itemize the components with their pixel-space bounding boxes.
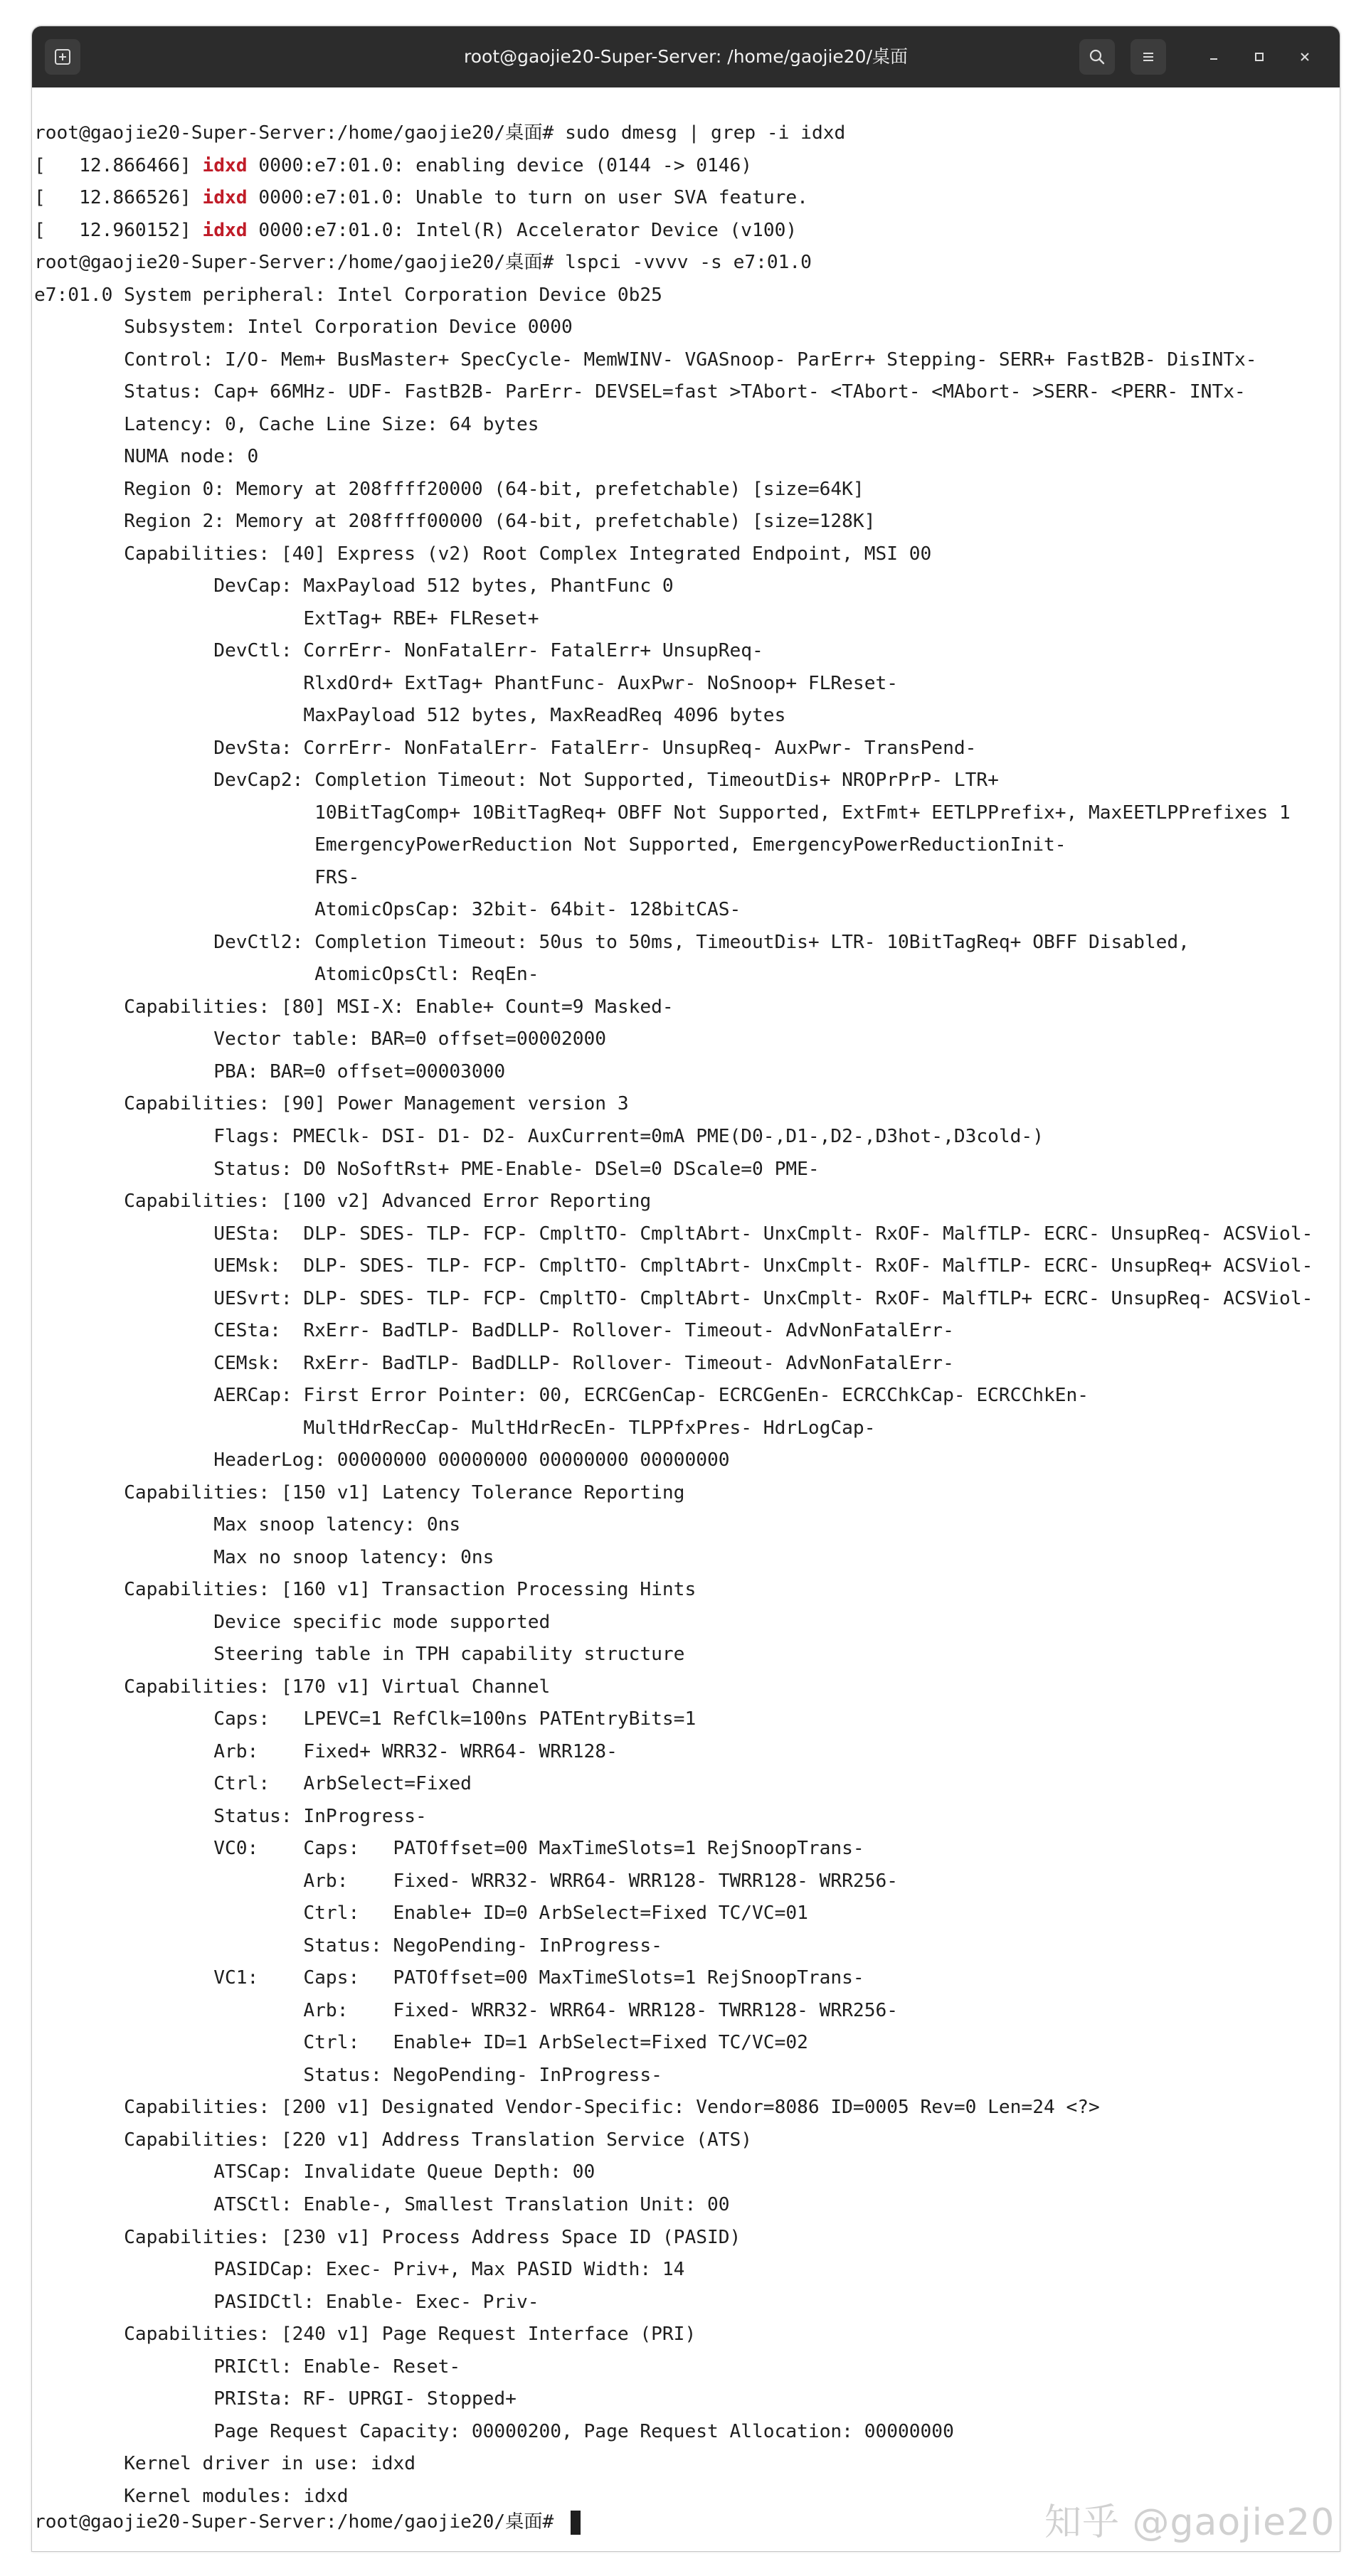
output-line: DevCap2: Completion Timeout: Not Supported, TimeoutDis+ NROPrPrP- LTR+ bbox=[34, 770, 999, 792]
output-line bbox=[34, 215, 1313, 248]
output-line: ATSCap: Invalidate Queue Depth: 00 bbox=[34, 2161, 595, 2183]
output-line: Status: Cap+ 66MHz- UDF- FastB2B- ParErr- DEVSEL=fast >TAbort- <TAbort- <MAbort- >SERR- <PERR- INTx- bbox=[34, 381, 1246, 403]
output-line: Capabilities: [40] Express (v2) Root Complex Integrated Endpoint, MSI 00 bbox=[34, 543, 932, 565]
output-line: HeaderLog: 00000000 00000000 00000000 00000000 bbox=[34, 1449, 730, 1471]
output-line: NUMA node: 0 bbox=[34, 446, 259, 468]
output-line: Max no snoop latency: 0ns bbox=[34, 1546, 494, 1568]
line-suffix: 0000:e7:01.0: enabling device (0144 -> 0146) bbox=[247, 154, 753, 176]
output-line: Page Request Capacity: 00000200, Page Request Allocation: 00000000 bbox=[34, 2420, 954, 2442]
output-line: CEMsk: RxErr- BadTLP- BadDLLP- Rollover- Timeout- AdvNonFatalErr- bbox=[34, 1352, 954, 1374]
output-line: Status: NegoPending- InProgress- bbox=[34, 1934, 662, 1957]
output-line: Capabilities: [240 v1] Page Request Interface (PRI) bbox=[34, 2324, 697, 2346]
output-line: Capabilities: [100 v2] Advanced Error Reporting bbox=[34, 1191, 652, 1213]
output-line: Capabilities: [160 v1] Transaction Processing Hints bbox=[34, 1579, 697, 1601]
output-line: ATSCtl: Enable-, Smallest Translation Unit: 00 bbox=[34, 2194, 730, 2215]
output-line bbox=[34, 182, 1313, 215]
output-line: Arb: Fixed- WRR32- WRR64- WRR128- TWRR128- WRR256- bbox=[34, 1999, 898, 2021]
output-line: FRS- bbox=[34, 866, 360, 888]
output-line: PASIDCap: Exec- Priv+, Max PASID Width: 14 bbox=[34, 2259, 685, 2281]
output-line: UEMsk: DLP- SDES- TLP- FCP- CmpltTO- CmpltAbrt- UnxCmplt- RxOF- MalfTLP- ECRC- UnsupReq+ ACSViol- bbox=[34, 1255, 1313, 1277]
output-line: Status: NegoPending- InProgress- bbox=[34, 2064, 662, 2086]
terminal-output[interactable] bbox=[32, 87, 1340, 2551]
output-line: Subsystem: Intel Corporation Device 0000 bbox=[34, 316, 573, 339]
output-line: Device specific mode supported bbox=[34, 1611, 551, 1633]
hamburger-menu-icon bbox=[1139, 48, 1158, 66]
output-line: VC0: Caps: PATOffset=00 MaxTimeSlots=1 RejSnoopTrans- bbox=[34, 1838, 864, 1860]
output-line: DevSta: CorrErr- NonFatalErr- FatalErr- UnsupReq- AuxPwr- TransPend- bbox=[34, 737, 977, 759]
output-line: CESta: RxErr- BadTLP- BadDLLP- Rollover- Timeout- AdvNonFatalErr- bbox=[34, 1320, 954, 1342]
output-line: UESvrt: DLP- SDES- TLP- FCP- CmpltTO- CmpltAbrt- UnxCmplt- RxOF- MalfTLP+ ECRC- UnsupReq- ACSViol- bbox=[34, 1287, 1313, 1309]
output-line: Kernel driver in use: idxd bbox=[34, 2453, 416, 2475]
output-line: Capabilities: [200 v1] Designated Vendor-Specific: Vendor=8086 ID=0005 Rev=0 Len=24 <?> bbox=[34, 2097, 1100, 2119]
line-suffix: 0000:e7:01.0: Unable to turn on user SVA feature. bbox=[247, 187, 808, 209]
line-prefix: [ 12.866466] bbox=[34, 154, 203, 176]
line-prefix: [ 12.866526] bbox=[34, 187, 203, 209]
output-line: Vector table: BAR=0 offset=00002000 bbox=[34, 1028, 607, 1050]
output-line: Flags: PMEClk- DSI- D1- D2- AuxCurrent=0mA PME(D0-,D1-,D2-,D3hot-,D3cold-) bbox=[34, 1125, 1044, 1147]
scrollbar[interactable] bbox=[1330, 87, 1340, 2551]
terminal-window bbox=[31, 26, 1340, 2552]
output-line: Kernel modules: idxd bbox=[34, 2485, 349, 2507]
output-line: Max snoop latency: 0ns bbox=[34, 1514, 461, 1536]
output-line: Capabilities: [220 v1] Address Translation Service (ATS) bbox=[34, 2129, 753, 2151]
prompt-text: root@gaojie20-Super-Server:/home/gaojie20/桌面# bbox=[34, 2511, 566, 2533]
output-line: 10BitTagComp+ 10BitTagReq+ OBFF Not Supported, ExtFmt+ EETLPPrefix+, MaxEETLPPrefixes 1 bbox=[34, 802, 1291, 824]
output-line: DevCap: MaxPayload 512 bytes, PhantFunc 0 bbox=[34, 575, 674, 597]
output-line: Ctrl: ArbSelect=Fixed bbox=[34, 1773, 472, 1795]
output-line: Region 2: Memory at 208ffff00000 (64-bit, prefetchable) [size=128K] bbox=[34, 511, 876, 533]
grep-match-keyword: idxd bbox=[202, 187, 248, 209]
maximize-icon bbox=[1251, 49, 1267, 65]
output-line: Capabilities: [150 v1] Latency Tolerance Reporting bbox=[34, 1481, 685, 1503]
output-line: Control: I/O- Mem+ BusMaster+ SpecCycle- MemWINV- VGASnoop- ParErr+ Stepping- SERR+ FastB2B- DisINTx- bbox=[34, 348, 1257, 371]
output-line: Status: D0 NoSoftRst+ PME-Enable- DSel=0 DScale=0 PME- bbox=[34, 1158, 820, 1180]
output-line: PASIDCtl: Enable- Exec- Priv- bbox=[34, 2291, 539, 2313]
output-line: Caps: LPEVC=1 RefClk=100ns PATEntryBits=1 bbox=[34, 1708, 697, 1730]
output-line: PRISta: RF- UPRGI- Stopped+ bbox=[34, 2388, 517, 2410]
output-line: Arb: Fixed+ WRR32- WRR64- WRR128- bbox=[34, 1740, 618, 1762]
output-line: UESta: DLP- SDES- TLP- FCP- CmpltTO- CmpltAbrt- UnxCmplt- RxOF- MalfTLP- ECRC- UnsupReq- ACSViol- bbox=[34, 1223, 1313, 1245]
output-line: e7:01.0 System peripheral: Intel Corporation Device 0b25 bbox=[34, 284, 662, 306]
output-line: ExtTag+ RBE+ FLReset+ bbox=[34, 607, 539, 629]
output-line: RlxdOrd+ ExtTag+ PhantFunc- AuxPwr- NoSnoop+ FLReset- bbox=[34, 672, 898, 694]
prompt-line[interactable] bbox=[34, 2506, 581, 2538]
output-line: Capabilities: [230 v1] Process Address Space ID (PASID) bbox=[34, 2226, 741, 2248]
output-line bbox=[34, 150, 1313, 183]
output-line: root@gaojie20-Super-Server:/home/gaojie20/桌面# lspci -vvvv -s e7:01.0 bbox=[34, 252, 812, 274]
output-line: DevCtl2: Completion Timeout: 50us to 50ms, TimeoutDis+ LTR- 10BitTagReq+ OBFF Disabled, bbox=[34, 931, 1190, 953]
output-line: MaxPayload 512 bytes, MaxReadReq 4096 bytes bbox=[34, 705, 786, 727]
grep-match-keyword: idxd bbox=[202, 219, 248, 241]
close-button[interactable] bbox=[1287, 39, 1323, 75]
output-line: PRICtl: Enable- Reset- bbox=[34, 2356, 461, 2378]
output-line: Status: InProgress- bbox=[34, 1805, 427, 1827]
grep-match-keyword: idxd bbox=[202, 154, 248, 176]
search-button[interactable] bbox=[1079, 39, 1115, 75]
output-line: Capabilities: [80] MSI-X: Enable+ Count=9 Masked- bbox=[34, 996, 674, 1018]
menu-button[interactable] bbox=[1131, 39, 1166, 75]
output-line: Steering table in TPH capability structure bbox=[34, 1644, 685, 1666]
search-icon bbox=[1088, 48, 1106, 66]
title-bar[interactable] bbox=[32, 26, 1340, 87]
output-lines bbox=[34, 117, 1313, 2513]
output-line: PBA: BAR=0 offset=00003000 bbox=[34, 1060, 506, 1082]
minimize-icon bbox=[1206, 49, 1222, 65]
output-line: EmergencyPowerReduction Not Supported, EmergencyPowerReductionInit- bbox=[34, 834, 1066, 856]
maximize-button[interactable] bbox=[1241, 39, 1277, 75]
output-line: MultHdrRecCap- MultHdrRecEn- TLPPfxPres- HdrLogCap- bbox=[34, 1417, 876, 1439]
output-line: VC1: Caps: PATOffset=00 MaxTimeSlots=1 RejSnoopTrans- bbox=[34, 1967, 864, 1989]
output-line: AERCap: First Error Pointer: 00, ECRCGenCap- ECRCGenEn- ECRCChkCap- ECRCChkEn- bbox=[34, 1385, 1089, 1407]
output-line: Latency: 0, Cache Line Size: 64 bytes bbox=[34, 413, 539, 435]
output-line: Ctrl: Enable+ ID=0 ArbSelect=Fixed TC/VC=01 bbox=[34, 1902, 808, 1925]
output-line: Ctrl: Enable+ ID=1 ArbSelect=Fixed TC/VC=02 bbox=[34, 2032, 808, 2054]
line-prefix: [ 12.960152] bbox=[34, 219, 203, 241]
output-line: AtomicOpsCap: 32bit- 64bit- 128bitCAS- bbox=[34, 899, 741, 921]
output-line: Capabilities: [170 v1] Virtual Channel bbox=[34, 1676, 551, 1698]
output-line: DevCtl: CorrErr- NonFatalErr- FatalErr+ UnsupReq- bbox=[34, 640, 763, 662]
close-icon bbox=[1297, 49, 1313, 65]
output-line: root@gaojie20-Super-Server:/home/gaojie20/桌面# sudo dmesg | grep -i idxd bbox=[34, 122, 846, 144]
output-line: Capabilities: [90] Power Management version 3 bbox=[34, 1093, 629, 1115]
watermark: 知乎 @gaojie20 bbox=[1044, 2501, 1335, 2544]
output-line: Arb: Fixed- WRR32- WRR64- WRR128- TWRR128- WRR256- bbox=[34, 1870, 898, 1892]
line-suffix: 0000:e7:01.0: Intel(R) Accelerator Device (v100) bbox=[247, 219, 798, 241]
window-title: root@gaojie20-Super-Server: /home/gaojie20/桌面 bbox=[464, 46, 908, 67]
minimize-button[interactable] bbox=[1196, 39, 1232, 75]
output-line: Region 0: Memory at 208ffff20000 (64-bit, prefetchable) [size=64K] bbox=[34, 478, 864, 500]
output-line: AtomicOpsCtl: ReqEn- bbox=[34, 964, 539, 986]
text-cursor bbox=[571, 2511, 581, 2535]
